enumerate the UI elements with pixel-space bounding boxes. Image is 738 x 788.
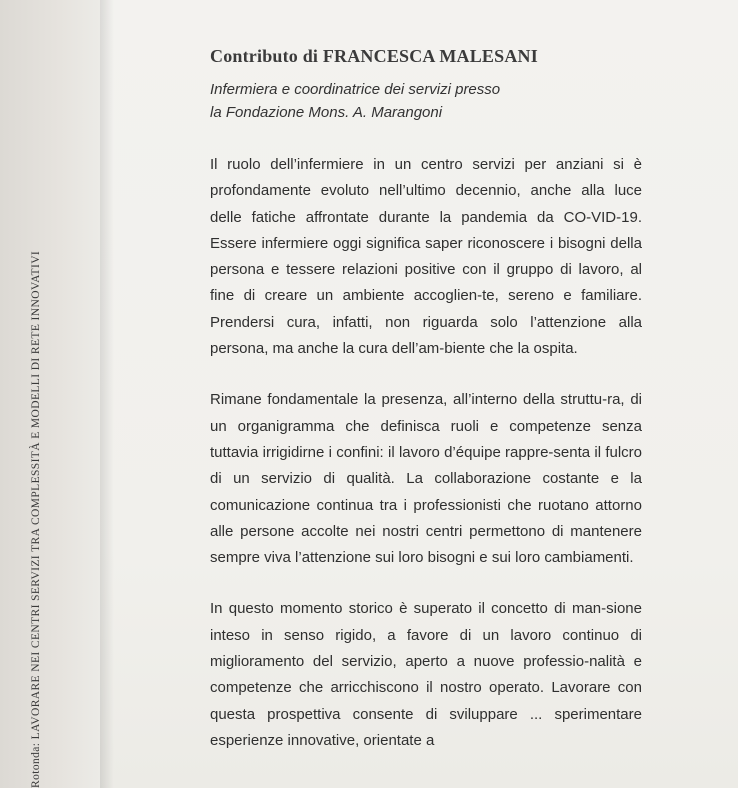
paragraph-1: Il ruolo dell’infermiere in un centro servizi per anziani si è profondamente evoluto nell’ultimo decennio, anche alla luce delle fatiche affrontate durante la pandemia da CO-VID-19. Essere infermiere oggi significa saper riconoscere i bisogni della persona e tessere relazioni positive con il gruppo di lavoro, al fine di creare un ambiente accoglien-te, sereno e familiare. Prendersi cura, infatti, non riguarda solo l’attenzione alla persona, ma anche la cura dell’am-biente che la ospita. bbox=[210, 156, 642, 358]
page-gutter bbox=[0, 0, 100, 788]
author-role-line-2: la Fondazione Mons. A. Marangoni bbox=[210, 104, 443, 121]
document-page bbox=[100, 0, 738, 788]
article-body bbox=[210, 44, 642, 754]
paragraph-3: In questo momento storico è superato il concetto di man-sione inteso in senso rigido, a favore di un lavoro continuo di miglioramento del servizio, aperto a nuove professio-nalità e competenze che arricchiscono il nostro operato. Lavorare con questa prospettiva consente di sviluppare ... sperimentare esperienze innovative, orientate a bbox=[210, 600, 642, 749]
article-title: Contributo di FRANCESCA MALESANI bbox=[210, 46, 538, 66]
paragraph-2: Rimane fondamentale la presenza, all’interno della struttu-ra, di un organigramma che definisca ruoli e competenze senza tuttavia irrigidirne i confini: il lavoro d’équipe rappre-senta il fulcro di un servizio di qualità. La collaborazione costante e la comunicazione continua tra i professionisti che ruotano attorno alle persone accolte nei nostri centri permettono di mantenere sempre viva l’attenzione sui loro bisogni e sui loro cambiamenti. bbox=[210, 391, 642, 567]
page-fold-shadow bbox=[100, 0, 114, 788]
spine-running-title: Rotonda: LAVORARE NEI CENTRI SERVIZI TRA COMPLESSITÀ E MODELLI DI RETE INNOVATIVI bbox=[30, 250, 42, 788]
author-role-line-1: Infermiera e coordinatrice dei servizi presso bbox=[210, 81, 501, 98]
